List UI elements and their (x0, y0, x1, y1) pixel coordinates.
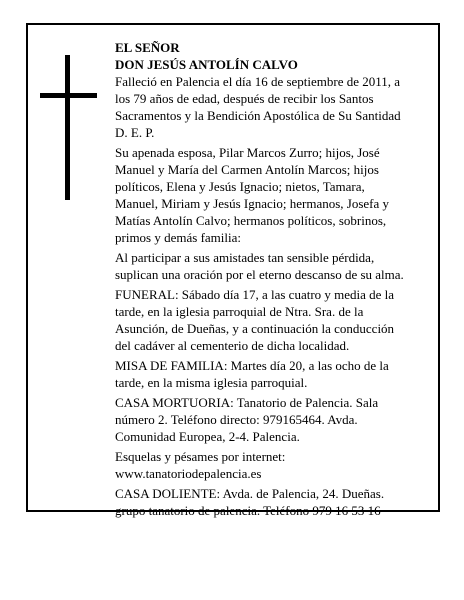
prayer-request-paragraph (115, 249, 427, 283)
text-line: CASA MORTUORIA: Tanatorio de Palencia. Sala (115, 395, 379, 410)
text-line: Asunción, de Dueñas, y a continuación la conducción (115, 321, 395, 336)
family-paragraph (115, 144, 427, 246)
text-line: Matías Antolín Calvo; hermanos políticos, sobrinos, (115, 213, 387, 228)
text-line: primos y demás familia: (115, 230, 242, 245)
notice-body (115, 39, 427, 519)
funeral-home-paragraph (115, 394, 427, 445)
family-home-paragraph (115, 485, 427, 519)
cross-horizontal-bar (40, 93, 97, 98)
deceased-name: DON JESÚS ANTOLÍN CALVO (115, 57, 298, 72)
text-line: Manuel y María del Carmen Antolín Marcos; hijos (115, 162, 379, 177)
funeral-paragraph (115, 286, 427, 354)
text-line: políticos, Elena y Jesús Ignacio; nietos, Tamara, (115, 179, 365, 194)
cross-vertical-bar (65, 55, 70, 200)
text-line: D. E. P. (115, 125, 155, 140)
text-line: FUNERAL: Sábado día 17, a las cuatro y media de la (115, 287, 395, 302)
cross-icon (40, 55, 97, 200)
text-line: grupo tanatorio de palencia. Teléfono 979 16 53 16 (115, 503, 381, 518)
obituary-notice (26, 23, 440, 518)
text-line: Comunidad Europea, 2-4. Palencia. (115, 429, 300, 444)
text-line: www.tanatoriodepalencia.es (115, 466, 262, 481)
text-line: Esquelas y pésames por internet: (115, 449, 286, 464)
text-line: Al participar a sus amistades tan sensible pérdida, (115, 250, 375, 265)
text-line: tarde, en la iglesia parroquial de Ntra. Sra. de la (115, 304, 364, 319)
text-line: número 2. Teléfono directo: 979165464. Avda. (115, 412, 358, 427)
notice-heading-title: EL SEÑOR (115, 40, 180, 55)
text-line: Manuel, Miriam y Jesús Ignacio; hermanos, Josefa y (115, 196, 390, 211)
text-line: Falleció en Palencia el día 16 de septiembre de 2011, a (115, 74, 401, 89)
text-line: tarde, en la misma iglesia parroquial. (115, 375, 308, 390)
family-mass-paragraph (115, 357, 427, 391)
text-line: suplican una oración por el eterno descanso de su alma. (115, 267, 404, 282)
text-line: los 79 años de edad, después de recibir los Santos (115, 91, 374, 106)
text-line: Sacramentos y la Bendición Apostólica de Su Santidad (115, 108, 401, 123)
text-line: Su apenada esposa, Pilar Marcos Zurro; hijos, José (115, 145, 380, 160)
death-announcement-paragraph (115, 73, 427, 141)
text-line: del cadáver al cementerio de dicha localidad. (115, 338, 350, 353)
online-condolences-paragraph (115, 448, 427, 482)
text-line: CASA DOLIENTE: Avda. de Palencia, 24. Dueñas. (115, 486, 385, 501)
text-line: MISA DE FAMILIA: Martes día 20, a las ocho de la (115, 358, 389, 373)
